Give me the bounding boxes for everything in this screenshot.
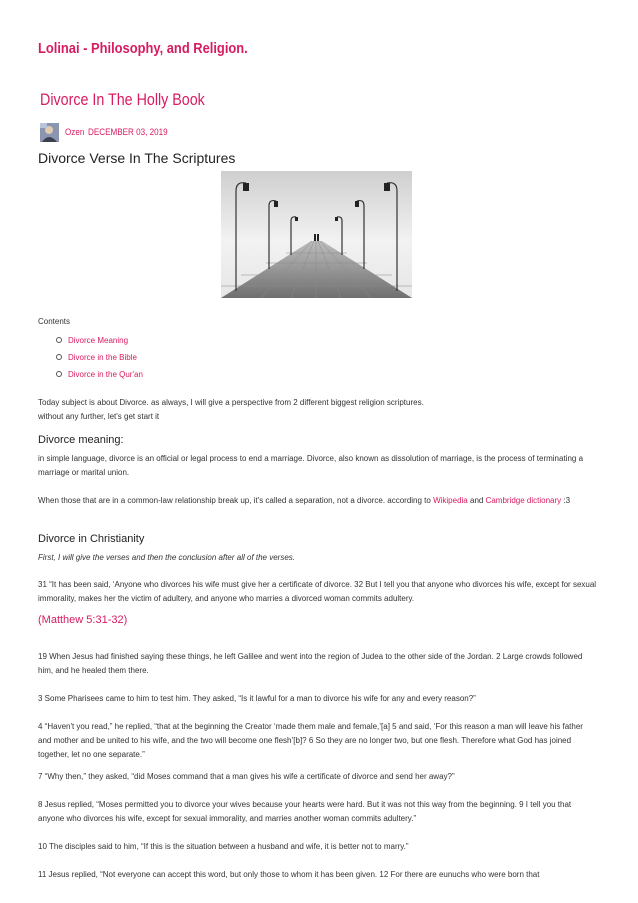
verse-7: 7 “Why then,” they asked, “did Moses command that a man gives his wife a certificate of divorce and send her away?”: [38, 772, 455, 781]
meaning-text-pre: When those that are in a common-law relationship break up, it's called a separation, not a divorce. according to: [38, 496, 434, 505]
verse-3: 3 Some Pharisees came to him to test him. They asked, “Is it lawful for a man to divorce his wife for any and every reason?”: [38, 694, 476, 703]
meaning-text-and: and: [467, 496, 486, 505]
table-of-contents: [54, 332, 143, 383]
verse-11: 11 Jesus replied, “Not everyone can accept this word, but only those to whom it has been given. 12 For there are eunuchs who were born that: [38, 870, 540, 879]
cambridge-dictionary-link[interactable]: Cambridge dictionary: [485, 496, 562, 505]
post-date: DECEMBER 03, 2019: [87, 127, 168, 137]
toc-item-quran[interactable]: Divorce in the Qur'an: [54, 366, 143, 383]
article-heading: Divorce Verse In The Scriptures: [38, 150, 236, 166]
intro-line-1: Today subject is about Divorce. as always, I will give a perspective from 2 different biggest religion scriptures.: [38, 398, 424, 407]
meaning-paragraph-2: [38, 494, 598, 508]
wikipedia-link[interactable]: Wikipedia: [433, 496, 468, 505]
toc-item-meaning[interactable]: Divorce Meaning: [54, 332, 143, 349]
christianity-heading: Divorce in Christianity: [38, 533, 145, 545]
meta-text: [65, 127, 168, 137]
verse-19: 19 When Jesus had finished saying these things, he left Galilee and went into the region of Judea to the other side of the Jordan. 2 Large crowds followed him, and he healed them there.: [38, 652, 583, 675]
matthew-reference[interactable]: (Matthew 5:31-32): [38, 614, 128, 626]
hero-image: [221, 171, 412, 298]
meaning-text-post: :3: [561, 496, 571, 505]
christianity-intro: First, I will give the verses and then the conclusion after all of the verses.: [38, 553, 296, 562]
intro-line-2: without any further, let's get start it: [38, 412, 160, 421]
meaning-heading: Divorce meaning:: [38, 434, 124, 446]
site-title[interactable]: Lolinai - Philosophy, and Religion.: [38, 40, 248, 57]
author-name[interactable]: Ozen: [65, 127, 85, 137]
verse-4: 4 “Haven't you read,” he replied, “that at the beginning the Creator ‘made them male and female,’[a] 5 and said, ‘For this reason a man will leave his father and mother and be united to his wife, and the two will become one flesh’[b]? 6 So they are no longer two, but one flesh. Therefore what God has joined together, let no one separate.”: [38, 722, 583, 759]
meaning-paragraph-1: in simple language, divorce is an official or legal process to end a marriage. Divorce, also known as dissolution of marriage, is the process of terminating a marriage or marital union.: [38, 454, 584, 477]
intro-paragraph: [38, 396, 598, 424]
verse-10: 10 The disciples said to him, “If this is the situation between a husband and wife, it is better not to marry.”: [38, 842, 409, 851]
post-title[interactable]: Divorce In The Holly Book: [40, 90, 205, 109]
verse-8: 8 Jesus replied, “Moses permitted you to divorce your wives because your hearts were hard. But it was not this way from the beginning. 9 I tell you that anyone who divorces his wife, except for sexual immorality, and marries another woman commits adultery.”: [38, 800, 572, 823]
author-avatar[interactable]: [40, 123, 59, 142]
post-meta: [40, 121, 179, 143]
contents-label: Contents: [38, 317, 71, 326]
toc-item-bible[interactable]: Divorce in the Bible: [54, 349, 143, 366]
verse-31: 31 “It has been said, ‘Anyone who divorces his wife must give her a certificate of divorce. 32 But I tell you that anyone who divorces his wife, except for sexual immorality, makes her the victim of adultery, and anyone who marries a divorced woman commits adultery.: [38, 580, 597, 603]
